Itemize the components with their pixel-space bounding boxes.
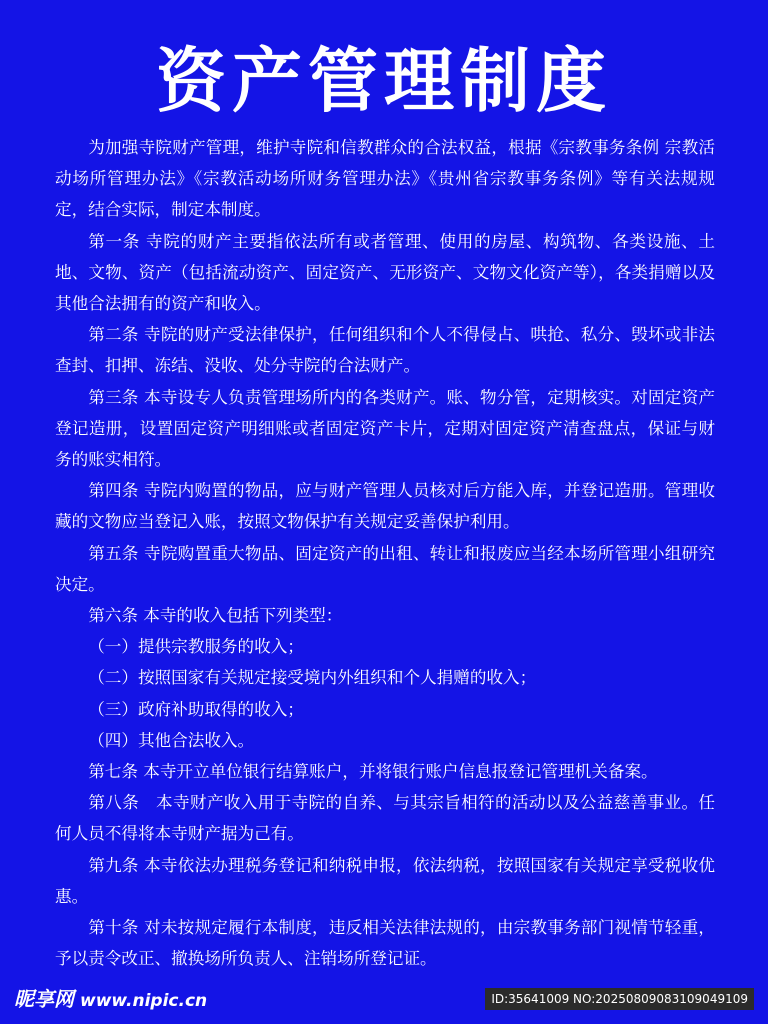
list-item-income-3: （三）政府补助取得的收入； — [88, 699, 304, 719]
image-id-badge: ID:35641009 NO:20250809083109049109 — [485, 988, 754, 1010]
list-item-income-4: （四）其他合法收入。 — [88, 730, 255, 750]
page-title: 资产管理制度 — [156, 40, 612, 122]
paragraph-article-3: 第三条 本寺设专人负责管理场所内的各类财产。账、物分管，定期核实。对固定资产登记造册，设置固定资产明细账或者固定资产卡片，定期对固定资产清查盘点，保证与财务的账实相符。 — [55, 387, 715, 470]
site-url: www.nipic.cn — [80, 991, 208, 1011]
document-body — [55, 132, 715, 974]
watermark-footer — [0, 976, 768, 1024]
paragraph-preamble: 为加强寺院财产管理，维护寺院和信教群众的合法权益，根据《宗教事务条例 宗教活动场所管理办法》《宗教活动场所财务管理办法》《贵州省宗教事务条例》等有关法规规定，结合实际，制定本制度。 — [55, 138, 715, 220]
logo-text: 昵享网 — [14, 987, 74, 1011]
list-item-income-1: （一）提供宗教服务的收入； — [88, 637, 304, 657]
paragraph-article-4: 第四条 寺院内购置的物品，应与财产管理人员核对后方能入库，并登记造册。管理收藏的文物应当登记入账，按照文物保护有关规定妥善保护利用。 — [55, 481, 715, 532]
paragraph-article-10: 第十条 对未按规定履行本制度，违反相关法律法规的，由宗教事务部门视情节轻重，予以责令改正、撤换场所负责人、注销场所登记证。 — [55, 918, 715, 969]
paragraph-article-6: 第六条 本寺的收入包括下列类型： — [88, 606, 343, 626]
paragraph-article-5: 第五条 寺院购置重大物品、固定资产的出租、转让和报废应当经本场所管理小组研究决定。 — [55, 543, 715, 594]
paragraph-article-2: 第二条 寺院的财产受法律保护，任何组织和个人不得侵占、哄抢、私分、毁坏或非法查封、扣押、冻结、没收、处分寺院的合法财产。 — [55, 325, 715, 376]
paragraph-article-1: 第一条 寺院的财产主要指依法所有或者管理、使用的房屋、构筑物、各类设施、土地、文物、资产（包括流动资产、固定资产、无形资产、文物文化资产等），各类捐赠以及其他合法拥有的资产和收入。 — [55, 231, 715, 314]
paragraph-article-9: 第九条 本寺依法办理税务登记和纳税申报，依法纳税，按照国家有关规定享受税收优惠。 — [55, 855, 715, 906]
paragraph-article-7: 第七条 本寺开立单位银行结算账户，并将银行账户信息报登记管理机关备案。 — [88, 762, 658, 782]
paragraph-article-8: 第八条 本寺财产收入用于寺院的自养、与其宗旨相符的活动以及公益慈善事业。任何人员不得将本寺财产据为己有。 — [55, 793, 715, 844]
site-logo — [14, 986, 207, 1014]
list-item-income-2: （二）按照国家有关规定接受境内外组织和个人捐赠的收入； — [88, 668, 537, 688]
